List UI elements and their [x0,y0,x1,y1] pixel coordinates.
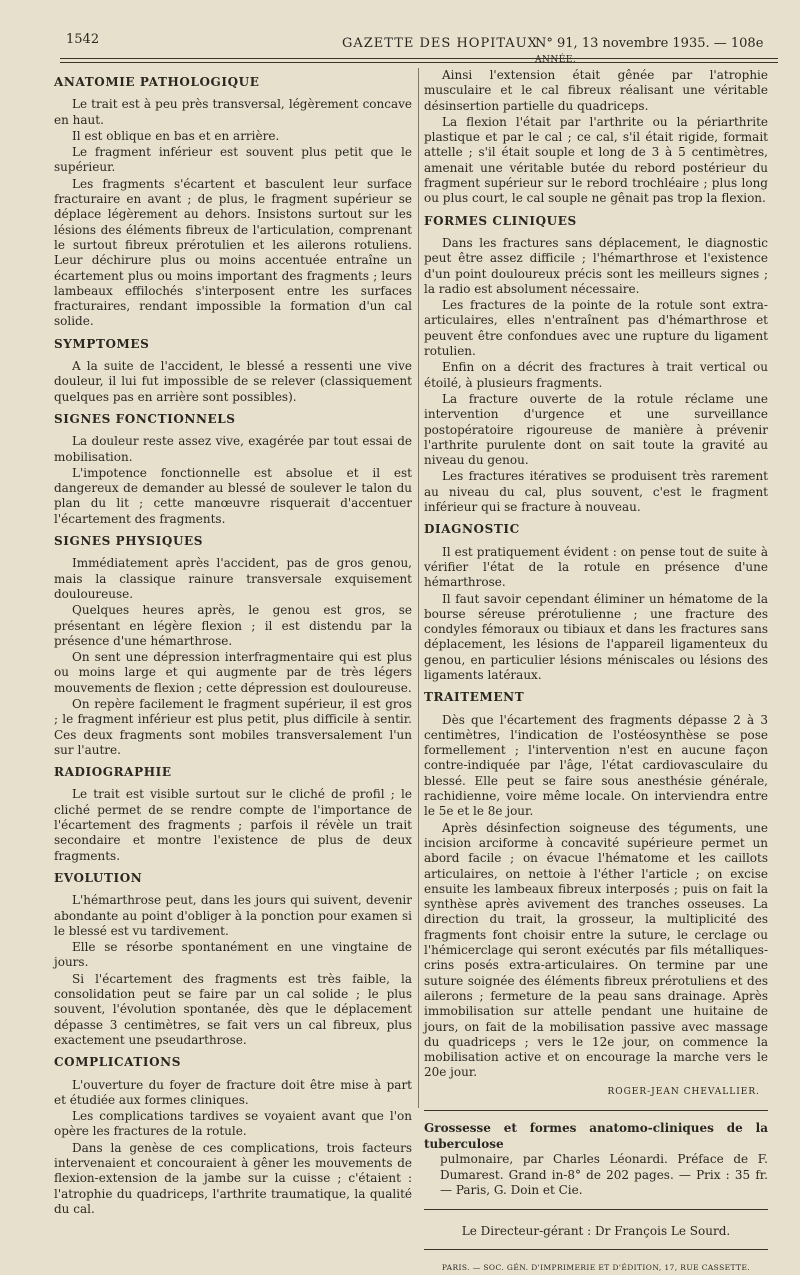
body-paragraph: Enfin on a décrit des fractures à trait vertical ou étoilé, à plusieurs fragments. [424,360,768,390]
page-number: 1542 [66,32,100,47]
issue-date: N° 91, 13 novembre 1935. — 108e [535,36,764,51]
section-heading: EVOLUTION [54,870,143,885]
section-heading: RADIOGRAPHIE [54,765,172,780]
right-column [424,68,768,1275]
body-paragraph: La fracture ouverte de la rotule réclame une intervention d'urgence et une surveillance postopératoire rigoureuse de manière à prévenir l'arthrite purulente dont on sait toute la gravité au niveau du genou. [424,391,768,468]
section-heading: SIGNES FONCTIONNELS [54,411,236,426]
section-heading: SIGNES PHYSIQUES [54,534,204,549]
section-rule [424,1249,768,1250]
body-paragraph: Le trait est à peu près transversal, légèrement concave en haut. [54,97,412,127]
body-paragraph: Les fractures itératives se produisent très rarement au niveau du cal, plus souvent, c'est le fragment inférieur qui se fracture à nouveau. [424,469,768,515]
section-heading: ANATOMIE PATHOLOGIQUE [54,75,260,89]
body-paragraph: Il est pratiquement évident : on pense tout de suite à vérifier l'état de la rotule en présence d'une hémarthrose. [424,544,768,590]
body-paragraph: Il est oblique en bas et en arrière. [72,128,280,143]
body-paragraph: Elle se résorbe spontanément en une vingtaine de jours. [54,940,412,970]
section-heading: SYMPTOMES [54,336,150,351]
body-paragraph: Il faut savoir cependant éliminer un hématome de la bourse séreuse prérotulienne ; une fracture des condyles fémoraux ou tibiaux et dans les fractures sans déplacement, les lésions de l'appareil ligamenteux du genou, en particulier lésions méniscales ou lésions des ligaments latéraux. [424,591,768,682]
body-paragraph: A la suite de l'accident, le blessé a ressenti une vive douleur, il lui fut impossible de se relever (classiquement quelques pas en arrière sont possibles). [54,359,412,404]
body-paragraph: Quelques heures après, le genou est gros, se présentant en légère flexion ; il est distendu par la présence d'une hémarthrose. [54,603,412,648]
section-heading: DIAGNOSTIC [424,522,520,537]
book-title: Grossesse et formes anatomo-cliniques de la tuberculose [424,1121,768,1151]
body-paragraph: Le fragment inférieur est souvent plus petit que le supérieur. [54,145,412,175]
column-divider [418,68,419,1108]
body-paragraph: Dans la genèse de ces complications, trois facteurs intervenaient et concouraient à gêner les mouvements de flexion-extension de la jambe sur la cuisse ; c'étaient : l'atrophie du quadriceps, l'arthrite traumatique, la qualité du cal. [54,1140,412,1216]
section-heading: FORMES CLINIQUES [424,213,577,228]
journal-title: GAZETTE DES HOPITAUX [342,36,538,51]
body-paragraph: Immédiatement après l'accident, pas de gros genou, mais la classique rainure transversale exquisement douloureuse. [54,556,412,601]
running-header [60,30,778,65]
director-line: Le Directeur-gérant : Dr François Le Sourd. [461,1223,731,1238]
year-label: ANNÉE. [535,55,577,65]
body-paragraph: L'ouverture du foyer de fracture doit être mise à part et étudiée aux formes cliniques. [54,1077,412,1107]
section-rule [424,1209,768,1210]
section-heading: COMPLICATIONS [54,1055,181,1070]
body-paragraph: L'impotence fonctionnelle est absolue et il est dangereux de demander au blessé de soulever le talon du plan du lit ; cette manœuvre risquerait d'accentuer l'écartement des fragments. [54,465,412,526]
body-paragraph: La douleur reste assez vive, exagérée par tout essai de mobilisation. [54,434,412,464]
section-heading: TRAITEMENT [424,690,525,705]
section-rule [424,1110,768,1111]
body-paragraph: On repère facilement le fragment supérieur, il est gros ; le fragment inférieur est plus petit, plus difficile à sentir. Ces deux fragments sont mobiles transversalement l'un sur l'autre. [54,696,412,757]
body-paragraph: Les fractures de la pointe de la rotule sont extra-articulaires, elles n'entraînent pas d'hémarthrose et peuvent être confondues avec une rupture du ligament rotulien. [424,298,768,359]
header-rule [60,58,778,59]
book-details: pulmonaire, par Charles Léonardi. Préface de F. Dumarest. Grand in-8° de 202 pages. — Prix : 35 fr. — Paris, G. Doin et Cie. [440,1152,768,1197]
body-paragraph: Le trait est visible surtout sur le cliché de profil ; le cliché permet de se rendre compte de l'importance de l'écartement des fragments ; parfois il révèle un trait secondaire et montre l'existence de plus de deux fragments. [54,787,412,863]
body-paragraph: Après désinfection soigneuse des téguments, une incision arciforme à concavité supérieure permet un abord facile ; on évacue l'hématome et les caillots articulaires, on nettoie à l'éther l'article ; on excise ensuite les lambeaux fibreux interposés ; puis on fait la synthèse après avivement des tranches osseuses. La direction du trait, la grosseur, la multiplicité des fragments font choisir entre la suture, le cerclage ou l'hémicerclage qui seront exécutés par fils métalliques-crins posés extra-articulaires. On termine par une suture soignée des éléments fibreux prérotuliens et des ailerons ; fermeture de la peau sans drainage. Après immobilisation sur attelle pendant une huitaine de jours, on fait de la mobilisation passive avec massage du quadriceps ; vers le 12e jour, on commence la mobilisation active et on encourage la marche vers le 20e jour. [424,820,768,1080]
body-paragraph: La flexion l'était par l'arthrite ou la périarthrite plastique et par le cal ; ce cal, s'il était rigide, formait attelle ; s'il était souple et long de 3 à 5 centimètres, amenait une véritable butée du rebord postérieur du fragment supérieur sur le rebord trochléaire ; plus long ou plus court, le cal souple ne gênait pas trop la flexion. [424,114,768,206]
imprint-line: PARIS. — SOC. GÉN. D'IMPRIMERIE ET D'ÉDITION, 17, RUE CASSETTE. [441,1262,751,1272]
body-paragraph: Les fragments s'écartent et basculent leur surface fracturaire en avant ; de plus, le fragment supérieur se déplace légèrement au dehors. Insistons surtout sur les lésions des éléments fibreux de l'articulation, comprenant le surtout fibreux prérotulien et les ailerons rotuliens. Leur déchirure plus ou moins accentuée entraîne un écartement plus ou moins important des fragments ; leurs lambeaux effilochés s'interposent entre les surfaces fracturaires, rendant impossible la formation d'un cal solide. [54,176,412,329]
body-paragraph: On sent une dépression interfragmentaire qui est plus ou moins large et qui augmente par de très légers mouvements de flexion ; cette dépression est douloureuse. [54,650,412,695]
book-notice [424,1121,768,1199]
header-rule-secondary [60,62,778,63]
body-paragraph: Dans les fractures sans déplacement, le diagnostic peut être assez difficile ; l'hémarthrose et l'existence d'un point douloureux précis sont les meilleurs signes ; la radio est absolument nécessaire. [424,235,768,296]
body-paragraph: Ainsi l'extension était gênée par l'atrophie musculaire et le cal fibreux réalisant une véritable désinsertion partielle du quadriceps. [424,68,768,113]
body-paragraph: Dès que l'écartement des fragments dépasse 2 à 3 centimètres, l'indication de l'ostéosynthèse se pose formellement ; l'intervention n'est en aucune façon contre-indiquée par l'âge, l'état cardiovasculaire du blessé. Elle peut se faire sous anesthésie générale, rachidienne, voire même locale. On interviendra entre le 5e et le 8e jour. [424,712,768,819]
author-signature: ROGER-JEAN CHEVALLIER. [607,1086,760,1097]
body-paragraph: Si l'écartement des fragments est très faible, la consolidation peut se faire par un cal solide ; le plus souvent, l'évolution spontanée, dès que le déplacement dépasse 3 centimètres, se fait vers un cal fibreux, plus exactement une pseudarthrose. [54,971,412,1047]
body-paragraph: L'hémarthrose peut, dans les jours qui suivent, devenir abondante au point d'obliger à la ponction pour examen si le blessé est vu tardivement. [54,893,412,938]
body-paragraph: Les complications tardives se voyaient avant que l'on opère les fractures de la rotule. [54,1109,412,1139]
left-column [54,68,412,1218]
